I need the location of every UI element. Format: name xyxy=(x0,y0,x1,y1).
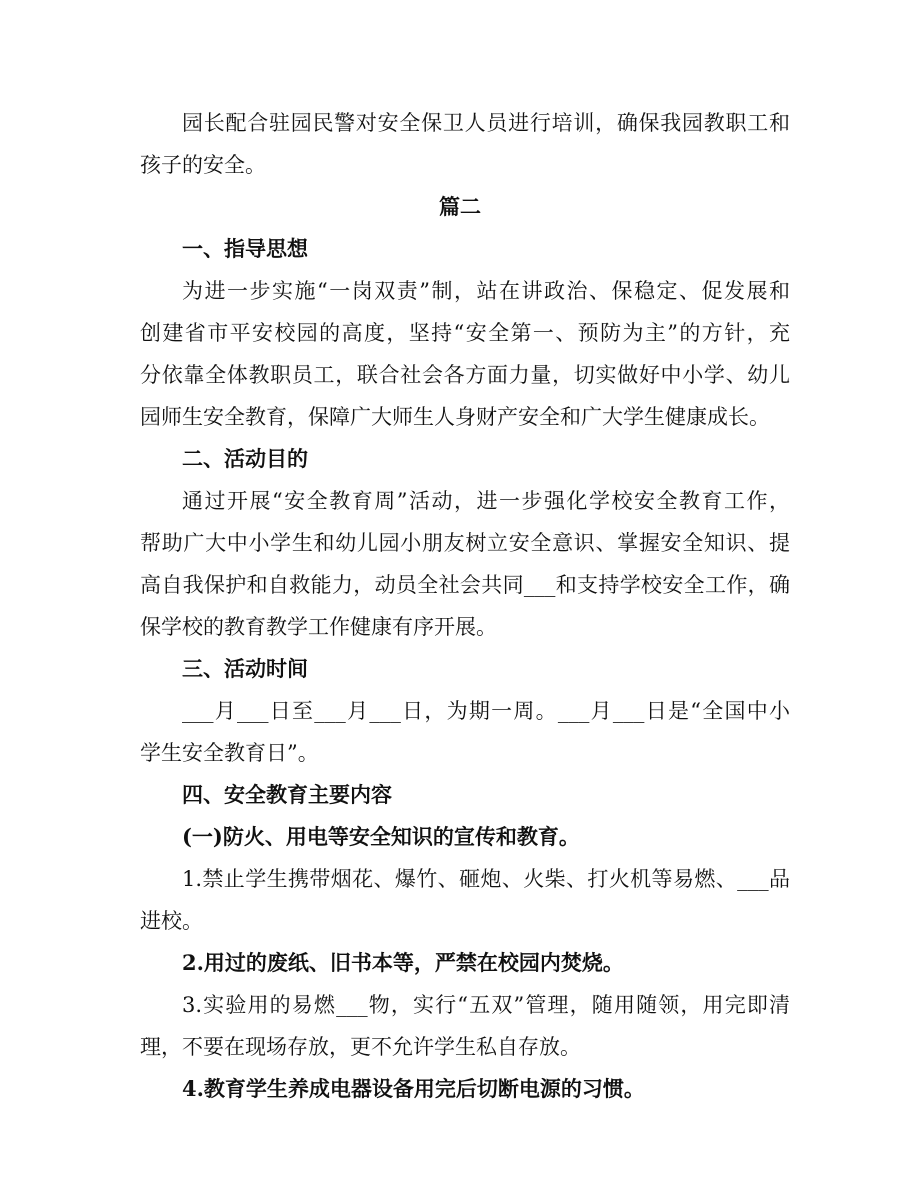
heading-guiding-thought: 一、指导思想 xyxy=(182,236,308,261)
paragraph-line: 园师生安全教育，保障广大师生人身财产安全和广大学生健康成长。 xyxy=(140,405,770,429)
paragraph-line: 孩子的安全。 xyxy=(140,153,266,177)
list-item-line: 1.禁止学生携带烟花、爆竹、砸炮、火柴、打火机等易燃、___品 xyxy=(182,867,790,891)
list-item-line: 3.实验用的易燃___物，实行“五双”管理，随用随领，用完即清 xyxy=(182,993,790,1017)
paragraph-line: 创建省市平安校园的高度，坚持“安全第一、预防为主”的方针，充 xyxy=(140,321,790,345)
paragraph-line: 分依靠全体教职员工，联合社会各方面力量，切实做好中小学、幼儿 xyxy=(140,363,790,387)
paragraph-line: 为进一步实施“一岗双责”制，站在讲政治、保稳定、促发展和 xyxy=(182,279,790,303)
list-item-line: 2.用过的废纸、旧书本等，严禁在校园内焚烧。 xyxy=(182,950,624,975)
list-item-line: 理，不要在现场存放，更不允许学生私自存放。 xyxy=(140,1035,581,1059)
paragraph-line: ___月___日至___月___日，为期一周。___月___日是“全国中小 xyxy=(182,699,790,723)
paragraph-line: 帮助广大中小学生和幼儿园小朋友树立安全意识、掌握安全知识、提 xyxy=(140,531,790,555)
list-item-line: 进校。 xyxy=(140,909,203,933)
subheading-fire-electricity: (一)防火、用电等安全知识的宣传和教育。 xyxy=(182,824,580,849)
section-title: 篇二 xyxy=(439,194,481,219)
heading-education-content: 四、安全教育主要内容 xyxy=(182,782,392,807)
paragraph-line: 通过开展“安全教育周”活动，进一步强化学校安全教育工作， xyxy=(182,489,790,513)
paragraph-line: 园长配合驻园民警对安全保卫人员进行培训，确保我园教职工和 xyxy=(182,111,790,135)
list-item-line: 4.教育学生养成电器设备用完后切断电源的习惯。 xyxy=(182,1076,645,1101)
paragraph-line: 保学校的教育教学工作健康有序开展。 xyxy=(140,615,497,639)
heading-activity-time: 三、活动时间 xyxy=(182,656,308,681)
paragraph-line: 高自我保护和自救能力，动员全社会共同___和支持学校安全工作，确 xyxy=(140,573,790,597)
paragraph-line: 学生安全教育日”。 xyxy=(140,741,319,765)
heading-activity-purpose: 二、活动目的 xyxy=(182,446,308,471)
